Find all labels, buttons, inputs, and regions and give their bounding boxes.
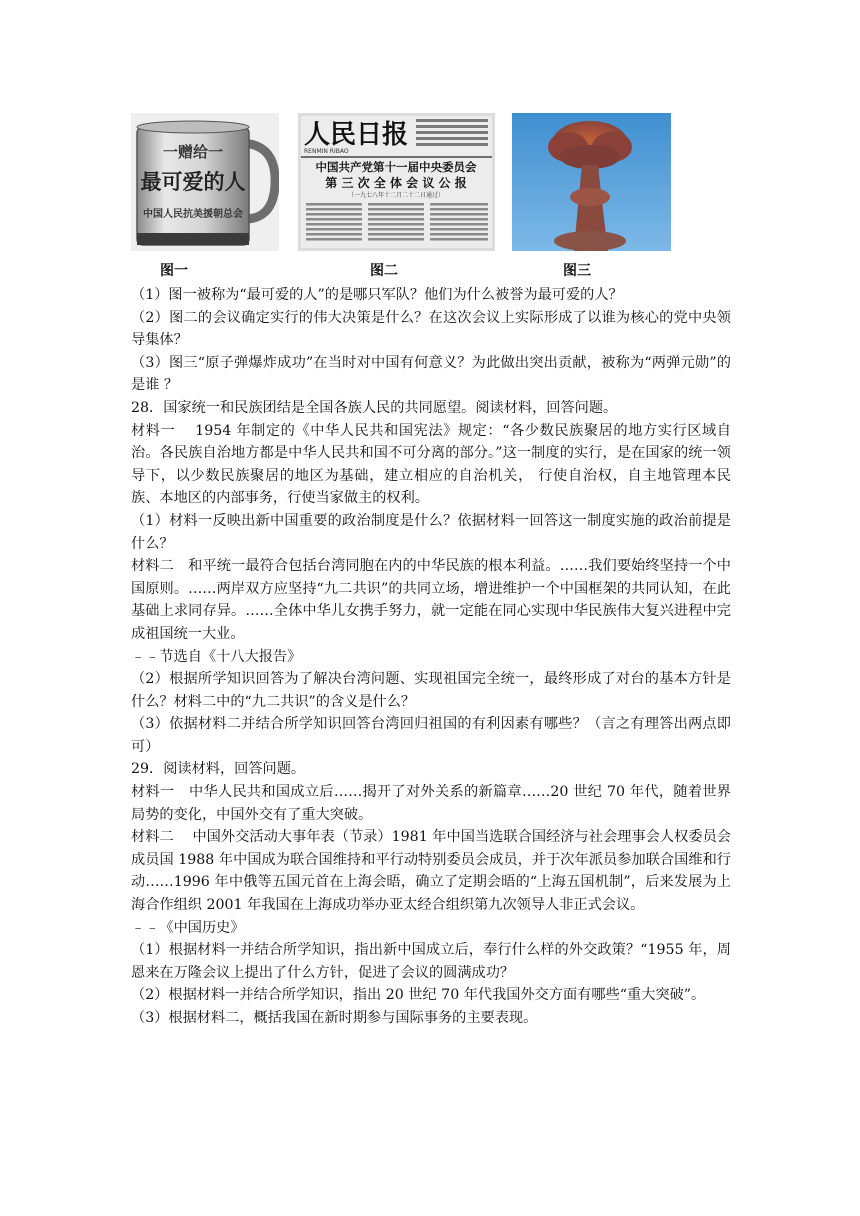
q28-stem: 28．国家统一和民族团结是全国各族人民的共同愿望。阅读材料，回答问题。 xyxy=(131,399,618,416)
newspaper-masthead-en: RENMIN RIBAO xyxy=(304,148,349,155)
q28-sub1: （1）材料一反映出新中国重要的政治制度是什么？依据材料一回答这一制度实施的政治前提是什么？ xyxy=(131,512,731,552)
newspaper-masthead: 人民日报 xyxy=(304,120,409,150)
q29-source: ﹣﹣《中国历史》 xyxy=(131,919,245,936)
newspaper-headline-1: 中国共产党第十一届中央委员会 xyxy=(315,160,477,174)
figure-1-caption: 图一 xyxy=(160,263,188,279)
figure-1-mug-photo xyxy=(131,113,279,251)
q29-sub3: （3）根据材料二，概括我国在新时期参与国际事务的主要表现。 xyxy=(131,1010,538,1026)
q29-stem: 29．阅读材料，回答问题。 xyxy=(131,761,306,778)
figure-2-caption: 图二 xyxy=(370,263,398,279)
q28-material-1: 材料一 1954 年制定的《中华人民共和国宪法》规定：“各少数民族聚居的地方实行区域自治。各民族自治地方都是中华人民共和国不可分离的部分。”这一制度的实行，是在国家的统一领导下，以少数民族聚居的地区为基础，建立相应的自治机关， 行使自治权，自主地管理本民族、本地区的内部事务，行使当家做主的权利。 xyxy=(131,422,731,507)
mug-illustration xyxy=(131,113,279,251)
newspaper-subline: （一九七八年十二月二十二日通过） xyxy=(347,192,445,199)
mug-text-line3: 中国人民抗美援朝总会 xyxy=(143,209,243,220)
q27-sub1: （1）图一被称为“最可爱的人”的是哪只军队？他们为什么被誉为最可爱的人？ xyxy=(131,287,623,303)
q27-sub3: （3）图三“原子弹爆炸成功”在当时对中国有何意义？为此做出突出贡献，被称为“两弹元勋”的是谁 ？ xyxy=(131,354,731,394)
figure-3-mushroom-cloud-photo xyxy=(512,113,671,251)
question-text-block xyxy=(131,284,731,1030)
newspaper-illustration xyxy=(298,113,495,251)
q27-sub2: （2）图二的会议确定实行的伟大决策是什么？在这次会议上实际形成了以谁为核心的党中央领导集体？ xyxy=(131,309,731,349)
q28-sub2: （2）根据所学知识回答为了解决台湾问题、实现祖国完全统一，最终形成了对台的基本方针是什么？材料二中的“九二共识”的含义是什么？ xyxy=(131,671,731,710)
figure-2-newspaper-photo xyxy=(298,113,495,251)
q28-material-2: 材料二 和平统一最符合包括台湾同胞在内的中华民族的根本利益。……我们要始终坚持一个中国原则。……两岸双方应坚持“九二共识”的共同立场，增进维护一个中国框架的共同认知，在此基础上求同存异。……全体中华儿女携手努力，就一定能在同心实现中华民族伟大复兴进程中完成祖国统一大业。 xyxy=(131,558,731,642)
q29-sub2: （2）根据材料一并结合所学知识，指出 20 世纪 70 年代我国外交方面有哪些“重大突破”。 xyxy=(131,987,706,1004)
q28-source: ﹣﹣节选自《十八大报告》 xyxy=(131,648,302,665)
mug-text-line1: 一赠给一 xyxy=(162,143,224,161)
figure-3-caption: 图三 xyxy=(563,263,591,279)
q29-material-1: 材料一 中华人民共和国成立后……揭开了对外关系的新篇章……20 世纪 70 年代，随着世界局势的变化，中国外交有了重大突破。 xyxy=(131,784,731,823)
newspaper-headline-2: 第 三 次 全 体 会 议 公 报 xyxy=(325,176,467,190)
q29-material-2: 材料二 中国外交活动大事年表（节录）1981 年中国当选联合国经济与社会理事会人权委员会成员国 1988 年中国成为联合国维持和平行动特别委员会成员，并于次年派员参加联合国维和行动……1996 年中俄等五国元首在上海会晤，确立了定期会晤的“上海五国机制”，后来发展为上海合作组织 2001 年我国在上海成功举办亚太经合组织第九次领导人非正式会议。 xyxy=(131,829,731,914)
mug-text-line2: 最可爱的人 xyxy=(140,170,246,194)
mushroom-cloud-illustration xyxy=(512,113,671,251)
q28-sub3: （3）依据材料二并结合所学知识回答台湾回归祖国的有利因素有哪些？（言之有理答出两点即可） xyxy=(131,716,731,755)
q29-sub1: （1）根据材料一并结合所学知识，指出新中国成立后，奉行什么样的外交政策？“1955 年，周恩来在万隆会议上提出了什么方针，促进了会议的圆满成功？ xyxy=(131,942,731,981)
